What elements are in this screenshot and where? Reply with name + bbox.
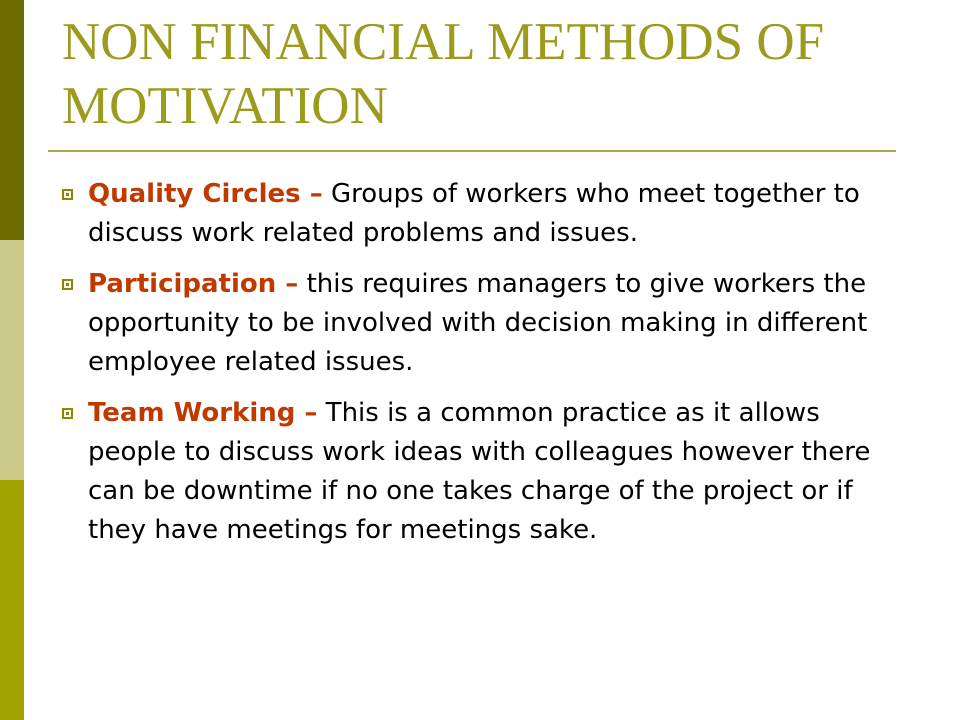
- square-bullet-icon: [62, 189, 73, 200]
- title-divider: [48, 150, 896, 152]
- list-item: [62, 175, 912, 253]
- bullet-term: Quality Circles –: [88, 179, 323, 209]
- side-bar-segment-bottom: [0, 480, 24, 720]
- list-item: [62, 265, 912, 382]
- bullet-text: This is a common practice as it allows people to discuss work ideas with colleagues however there can be downtime if no one takes charge of the project or if they have meetings for meetings sake.: [88, 398, 871, 545]
- bullet-term: Team Working –: [88, 398, 318, 428]
- square-bullet-icon: [62, 408, 73, 419]
- bullet-text: this requires managers to give workers the opportunity to be involved with decision making in different employee related issues.: [88, 269, 868, 377]
- bullet-term: Participation –: [88, 269, 299, 299]
- list-item: [62, 394, 912, 550]
- slide-title: NON FINANCIAL METHODS OF MOTIVATION: [62, 13, 825, 135]
- square-bullet-icon: [62, 279, 73, 290]
- side-accent-bar: [0, 0, 24, 720]
- side-bar-segment-middle: [0, 240, 24, 480]
- bullet-text: Groups of workers who meet together to discuss work related problems and issues.: [88, 179, 860, 248]
- side-bar-segment-top: [0, 0, 24, 240]
- bullet-list: [62, 175, 912, 562]
